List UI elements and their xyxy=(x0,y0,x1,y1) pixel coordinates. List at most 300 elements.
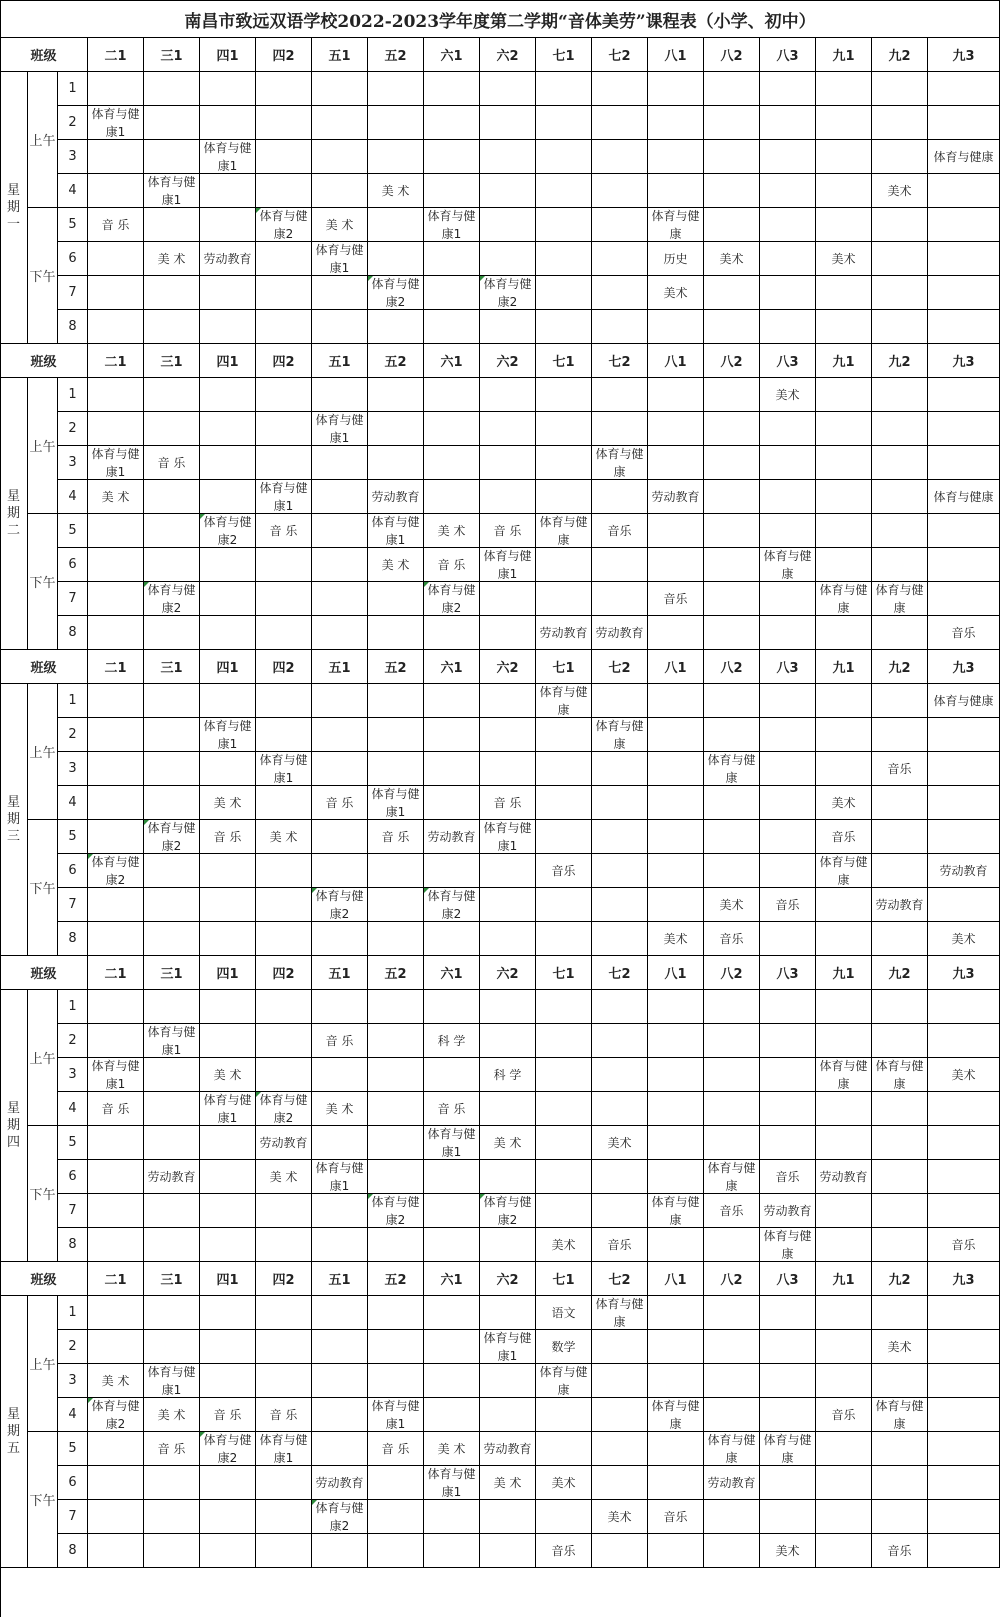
schedule-cell: 美术 xyxy=(928,1058,1000,1092)
schedule-cell xyxy=(88,990,144,1024)
schedule-cell: 美术 xyxy=(872,1330,928,1364)
period-number: 4 xyxy=(58,786,88,820)
period-number: 2 xyxy=(58,412,88,446)
schedule-cell: 音 乐 xyxy=(256,1398,312,1432)
class-header: 六1 xyxy=(424,1262,480,1296)
schedule-cell xyxy=(648,514,704,548)
schedule-cell xyxy=(144,1330,200,1364)
schedule-cell xyxy=(872,990,928,1024)
period-number: 8 xyxy=(58,1534,88,1568)
schedule-cell xyxy=(200,106,256,140)
schedule-cell: 体育与健康1 xyxy=(368,786,424,820)
schedule-cell xyxy=(200,752,256,786)
schedule-cell: 音乐 xyxy=(760,888,816,922)
schedule-cell: 劳动教育 xyxy=(256,1126,312,1160)
schedule-cell xyxy=(88,922,144,956)
schedule-cell xyxy=(424,1364,480,1398)
schedule-cell xyxy=(816,514,872,548)
schedule-cell xyxy=(144,72,200,106)
schedule-cell xyxy=(592,548,648,582)
schedule-cell xyxy=(872,72,928,106)
schedule-cell xyxy=(536,990,592,1024)
schedule-cell xyxy=(144,276,200,310)
schedule-cell xyxy=(816,752,872,786)
schedule-cell xyxy=(592,412,648,446)
schedule-cell xyxy=(424,378,480,412)
schedule-cell xyxy=(760,820,816,854)
schedule-cell: 劳动教育 xyxy=(424,820,480,854)
schedule-title: 南昌市致远双语学校2022-2023学年度第二学期“音体美劳”课程表（小学、初中） xyxy=(0,0,1000,38)
schedule-cell: 体育与健康2 xyxy=(88,1398,144,1432)
schedule-cell: 体育与健康1 xyxy=(312,1160,368,1194)
schedule-cell xyxy=(424,1296,480,1330)
schedule-cell xyxy=(592,888,648,922)
schedule-cell xyxy=(200,1194,256,1228)
schedule-cell xyxy=(480,616,536,650)
schedule-cell xyxy=(424,242,480,276)
period-number: 6 xyxy=(58,548,88,582)
schedule-cell xyxy=(312,1058,368,1092)
schedule-cell xyxy=(144,480,200,514)
schedule-cell xyxy=(424,1330,480,1364)
schedule-cell xyxy=(760,1466,816,1500)
schedule-cell xyxy=(200,854,256,888)
schedule-cell xyxy=(144,1534,200,1568)
schedule-cell: 体育与健康2 xyxy=(312,1500,368,1534)
schedule-cell xyxy=(536,208,592,242)
schedule-cell xyxy=(144,1466,200,1500)
schedule-cell: 体育与健康 xyxy=(816,854,872,888)
schedule-cell xyxy=(88,786,144,820)
schedule-cell xyxy=(648,446,704,480)
schedule-cell xyxy=(816,718,872,752)
schedule-cell xyxy=(480,1228,536,1262)
schedule-cell: 美 术 xyxy=(200,786,256,820)
schedule-cell xyxy=(760,1330,816,1364)
class-header: 八3 xyxy=(760,344,816,378)
schedule-cell xyxy=(592,820,648,854)
period-number: 3 xyxy=(58,752,88,786)
morning-label: 上午 xyxy=(28,72,58,208)
schedule-cell xyxy=(200,616,256,650)
schedule-cell: 劳动教育 xyxy=(200,242,256,276)
schedule-cell: 体育与健康2 xyxy=(88,854,144,888)
schedule-cell xyxy=(480,1160,536,1194)
schedule-cell xyxy=(480,378,536,412)
schedule-cell xyxy=(88,820,144,854)
schedule-cell xyxy=(872,854,928,888)
schedule-cell xyxy=(424,446,480,480)
schedule-cell xyxy=(88,140,144,174)
schedule-cell xyxy=(592,1194,648,1228)
schedule-cell xyxy=(536,1398,592,1432)
class-header: 五2 xyxy=(368,956,424,990)
schedule-cell xyxy=(144,514,200,548)
schedule-cell xyxy=(368,446,424,480)
schedule-cell xyxy=(144,140,200,174)
schedule-cell xyxy=(200,72,256,106)
schedule-cell xyxy=(592,922,648,956)
schedule-cell: 音乐 xyxy=(816,1398,872,1432)
schedule-cell: 音乐 xyxy=(872,752,928,786)
schedule-cell xyxy=(872,310,928,344)
schedule-cell xyxy=(592,480,648,514)
schedule-cell xyxy=(424,1194,480,1228)
schedule-cell xyxy=(592,140,648,174)
schedule-cell xyxy=(312,922,368,956)
schedule-cell xyxy=(424,616,480,650)
schedule-cell xyxy=(872,1296,928,1330)
schedule-cell xyxy=(536,480,592,514)
schedule-cell xyxy=(200,1126,256,1160)
schedule-cell xyxy=(480,72,536,106)
schedule-cell xyxy=(928,1160,1000,1194)
schedule-cell xyxy=(536,310,592,344)
schedule-cell xyxy=(816,1364,872,1398)
schedule-cell xyxy=(200,378,256,412)
schedule-cell xyxy=(312,1296,368,1330)
schedule-cell: 体育与健康1 xyxy=(424,208,480,242)
schedule-cell xyxy=(760,786,816,820)
schedule-cell xyxy=(480,1296,536,1330)
class-header-label: 班级 xyxy=(0,38,88,72)
schedule-cell: 美术 xyxy=(704,242,760,276)
schedule-cell xyxy=(760,1500,816,1534)
schedule-cell xyxy=(536,446,592,480)
schedule-cell xyxy=(704,1534,760,1568)
schedule-cell xyxy=(368,616,424,650)
schedule-cell: 劳动教育 xyxy=(368,480,424,514)
schedule-cell xyxy=(144,718,200,752)
class-header: 七2 xyxy=(592,650,648,684)
schedule-cell xyxy=(872,1092,928,1126)
schedule-cell: 音 乐 xyxy=(424,548,480,582)
schedule-cell xyxy=(368,888,424,922)
schedule-cell xyxy=(648,1432,704,1466)
class-header: 七2 xyxy=(592,1262,648,1296)
schedule-cell xyxy=(256,1194,312,1228)
schedule-cell xyxy=(760,72,816,106)
schedule-cell xyxy=(704,1024,760,1058)
schedule-cell xyxy=(88,72,144,106)
schedule-cell xyxy=(536,1500,592,1534)
period-number: 3 xyxy=(58,446,88,480)
schedule-cell xyxy=(592,786,648,820)
schedule-cell xyxy=(760,310,816,344)
class-header: 八1 xyxy=(648,1262,704,1296)
class-header: 七1 xyxy=(536,344,592,378)
schedule-cell xyxy=(704,378,760,412)
schedule-cell xyxy=(928,752,1000,786)
schedule-cell: 体育与健康 xyxy=(872,582,928,616)
schedule-cell xyxy=(704,990,760,1024)
schedule-cell xyxy=(760,1024,816,1058)
schedule-cell xyxy=(424,718,480,752)
schedule-cell: 体育与健康1 xyxy=(88,1058,144,1092)
period-number: 1 xyxy=(58,684,88,718)
schedule-cell: 美 术 xyxy=(424,514,480,548)
schedule-cell xyxy=(200,1024,256,1058)
schedule-cell xyxy=(648,140,704,174)
schedule-cell xyxy=(872,616,928,650)
schedule-cell xyxy=(816,1126,872,1160)
schedule-cell xyxy=(928,72,1000,106)
schedule-cell: 体育与健康2 xyxy=(200,1432,256,1466)
schedule-cell xyxy=(256,174,312,208)
period-number: 1 xyxy=(58,378,88,412)
schedule-cell xyxy=(424,752,480,786)
schedule-cell xyxy=(424,412,480,446)
schedule-cell xyxy=(88,310,144,344)
schedule-cell xyxy=(648,1466,704,1500)
schedule-cell xyxy=(592,684,648,718)
schedule-cell xyxy=(312,106,368,140)
schedule-cell: 音乐 xyxy=(872,1534,928,1568)
day-label: 星 期 五 xyxy=(0,1296,28,1568)
schedule-cell xyxy=(536,1024,592,1058)
schedule-cell xyxy=(592,990,648,1024)
schedule-cell xyxy=(928,106,1000,140)
schedule-cell xyxy=(816,922,872,956)
schedule-cell xyxy=(256,1330,312,1364)
class-header: 八2 xyxy=(704,956,760,990)
schedule-cell xyxy=(760,446,816,480)
schedule-cell xyxy=(592,242,648,276)
schedule-cell xyxy=(872,1194,928,1228)
class-header: 二1 xyxy=(88,1262,144,1296)
schedule-cell xyxy=(872,106,928,140)
schedule-cell xyxy=(704,1364,760,1398)
schedule-cell: 体育与健康 xyxy=(760,1228,816,1262)
schedule-cell xyxy=(256,106,312,140)
schedule-cell xyxy=(424,174,480,208)
schedule-cell: 音 乐 xyxy=(144,1432,200,1466)
class-header: 八2 xyxy=(704,344,760,378)
schedule-cell: 美 术 xyxy=(88,1364,144,1398)
class-header: 九1 xyxy=(816,650,872,684)
schedule-cell: 音 乐 xyxy=(88,208,144,242)
schedule-cell xyxy=(200,1228,256,1262)
schedule-cell xyxy=(928,1092,1000,1126)
schedule-cell: 体育与健康1 xyxy=(256,1432,312,1466)
morning-label: 上午 xyxy=(28,1296,58,1432)
schedule-cell xyxy=(872,718,928,752)
schedule-cell xyxy=(760,922,816,956)
schedule-cell xyxy=(928,1194,1000,1228)
schedule-cell xyxy=(928,378,1000,412)
class-header: 八3 xyxy=(760,1262,816,1296)
schedule-cell: 音 乐 xyxy=(368,820,424,854)
class-header-label: 班级 xyxy=(0,344,88,378)
schedule-cell xyxy=(704,480,760,514)
class-header: 八2 xyxy=(704,1262,760,1296)
schedule-cell xyxy=(648,412,704,446)
schedule-cell xyxy=(424,1398,480,1432)
schedule-cell xyxy=(368,310,424,344)
schedule-cell xyxy=(648,684,704,718)
schedule-cell xyxy=(424,1160,480,1194)
schedule-cell xyxy=(88,1466,144,1500)
schedule-cell xyxy=(424,990,480,1024)
schedule-cell xyxy=(200,412,256,446)
day-label: 星 期 一 xyxy=(0,72,28,344)
class-header: 七2 xyxy=(592,344,648,378)
schedule-cell xyxy=(144,1092,200,1126)
schedule-cell xyxy=(368,1126,424,1160)
schedule-cell xyxy=(816,1534,872,1568)
schedule-cell xyxy=(256,786,312,820)
schedule-cell: 美术 xyxy=(592,1126,648,1160)
schedule-cell xyxy=(648,1126,704,1160)
class-header: 六1 xyxy=(424,38,480,72)
period-number: 4 xyxy=(58,1398,88,1432)
schedule-cell xyxy=(536,1058,592,1092)
schedule-cell xyxy=(592,1364,648,1398)
morning-label: 上午 xyxy=(28,378,58,514)
schedule-cell: 劳动教育 xyxy=(872,888,928,922)
class-header: 五1 xyxy=(312,344,368,378)
schedule-cell xyxy=(88,1160,144,1194)
schedule-cell xyxy=(592,1432,648,1466)
schedule-cell xyxy=(760,684,816,718)
schedule-cell: 体育与健康 xyxy=(760,1432,816,1466)
class-header: 五1 xyxy=(312,956,368,990)
schedule-cell xyxy=(704,276,760,310)
schedule-cell xyxy=(928,548,1000,582)
schedule-cell: 劳动教育 xyxy=(144,1160,200,1194)
class-header: 三1 xyxy=(144,1262,200,1296)
schedule-cell xyxy=(536,752,592,786)
schedule-cell xyxy=(872,480,928,514)
schedule-cell xyxy=(872,276,928,310)
schedule-cell xyxy=(144,1194,200,1228)
period-number: 1 xyxy=(58,72,88,106)
class-header: 四1 xyxy=(200,1262,256,1296)
schedule-cell xyxy=(368,1160,424,1194)
schedule-cell: 体育与健康2 xyxy=(312,888,368,922)
schedule-cell xyxy=(760,140,816,174)
schedule-cell xyxy=(648,854,704,888)
class-header: 六1 xyxy=(424,650,480,684)
schedule-cell: 音乐 xyxy=(592,514,648,548)
period-number: 4 xyxy=(58,480,88,514)
schedule-cell xyxy=(536,922,592,956)
schedule-cell: 音 乐 xyxy=(312,1024,368,1058)
schedule-cell xyxy=(200,1330,256,1364)
schedule-cell xyxy=(872,786,928,820)
schedule-cell: 美术 xyxy=(592,1500,648,1534)
schedule-cell xyxy=(536,242,592,276)
schedule-cell xyxy=(648,616,704,650)
period-number: 5 xyxy=(58,1432,88,1466)
class-header: 九3 xyxy=(928,38,1000,72)
schedule-cell xyxy=(928,1500,1000,1534)
schedule-cell xyxy=(816,310,872,344)
schedule-cell xyxy=(88,412,144,446)
schedule-cell xyxy=(760,854,816,888)
schedule-cell xyxy=(648,310,704,344)
schedule-cell xyxy=(144,208,200,242)
schedule-cell xyxy=(872,208,928,242)
schedule-cell xyxy=(312,310,368,344)
schedule-cell: 体育与健康2 xyxy=(424,888,480,922)
schedule-cell: 体育与健康1 xyxy=(368,1398,424,1432)
schedule-cell xyxy=(424,106,480,140)
schedule-cell xyxy=(424,1228,480,1262)
class-header: 六2 xyxy=(480,1262,536,1296)
schedule-cell xyxy=(256,140,312,174)
schedule-cell xyxy=(592,854,648,888)
schedule-cell: 体育与健康 xyxy=(592,1296,648,1330)
schedule-cell xyxy=(480,412,536,446)
schedule-cell xyxy=(480,242,536,276)
schedule-cell xyxy=(928,1398,1000,1432)
schedule-cell xyxy=(648,820,704,854)
schedule-cell xyxy=(928,990,1000,1024)
schedule-cell xyxy=(704,548,760,582)
class-header: 八1 xyxy=(648,38,704,72)
schedule-cell xyxy=(760,1398,816,1432)
schedule-cell: 体育与健康1 xyxy=(312,242,368,276)
schedule-cell xyxy=(928,1432,1000,1466)
schedule-cell: 体育与健康1 xyxy=(144,174,200,208)
schedule-cell: 劳动教育 xyxy=(704,1466,760,1500)
class-header: 七2 xyxy=(592,38,648,72)
schedule-cell: 美 术 xyxy=(256,1160,312,1194)
schedule-cell: 体育与健康 xyxy=(816,582,872,616)
schedule-cell: 体育与健康1 xyxy=(144,1024,200,1058)
morning-label: 上午 xyxy=(28,684,58,820)
schedule-cell xyxy=(312,616,368,650)
schedule-cell xyxy=(536,276,592,310)
period-number: 4 xyxy=(58,1092,88,1126)
schedule-cell: 体育与健康1 xyxy=(480,820,536,854)
schedule-cell xyxy=(256,684,312,718)
schedule-cell: 体育与健康2 xyxy=(200,514,256,548)
class-header: 七1 xyxy=(536,956,592,990)
schedule-cell xyxy=(592,310,648,344)
schedule-cell xyxy=(816,1092,872,1126)
schedule-cell: 美术 xyxy=(648,922,704,956)
schedule-cell xyxy=(872,1364,928,1398)
schedule-cell xyxy=(368,990,424,1024)
schedule-cell xyxy=(536,412,592,446)
schedule-cell xyxy=(88,378,144,412)
schedule-cell xyxy=(256,446,312,480)
schedule-cell xyxy=(200,1364,256,1398)
class-header: 四2 xyxy=(256,1262,312,1296)
schedule-cell: 体育与健康1 xyxy=(200,1092,256,1126)
schedule-cell xyxy=(872,684,928,718)
schedule-cell xyxy=(368,1466,424,1500)
schedule-cell xyxy=(256,616,312,650)
schedule-cell xyxy=(648,888,704,922)
schedule-cell xyxy=(368,1534,424,1568)
schedule-cell xyxy=(592,1466,648,1500)
schedule-cell xyxy=(480,1398,536,1432)
schedule-cell xyxy=(480,1092,536,1126)
schedule-cell xyxy=(256,888,312,922)
schedule-cell xyxy=(312,1126,368,1160)
schedule-cell: 科 学 xyxy=(424,1024,480,1058)
schedule-cell xyxy=(480,888,536,922)
class-header: 四1 xyxy=(200,38,256,72)
schedule-cell xyxy=(872,412,928,446)
schedule-cell xyxy=(144,888,200,922)
schedule-cell xyxy=(256,582,312,616)
schedule-cell xyxy=(592,1398,648,1432)
schedule-cell: 体育与健康1 xyxy=(480,1330,536,1364)
